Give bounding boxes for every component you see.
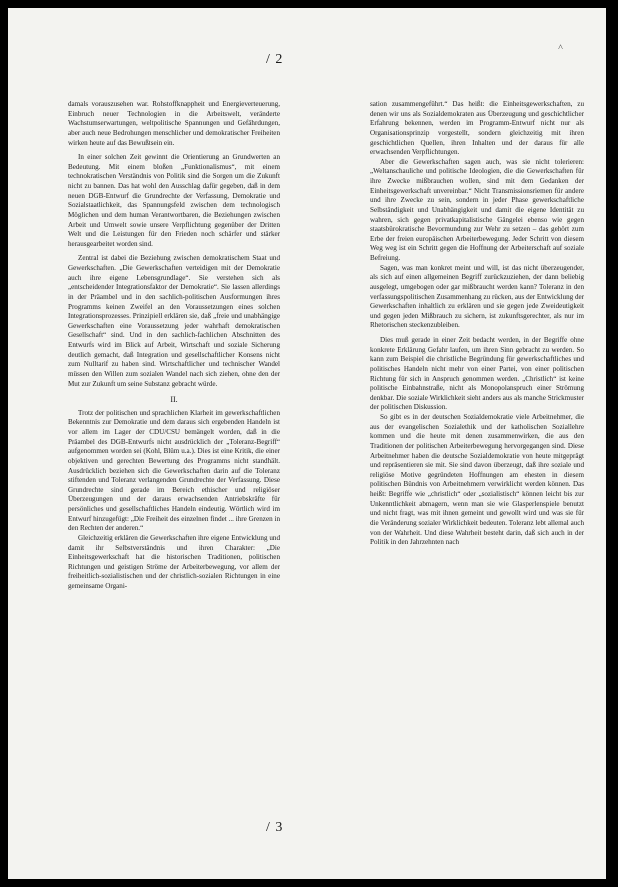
paragraph: So gibt es in der deutschen Sozialdemokratie viele Arbeitnehmer, die aus der evangelischen Sozialethik und der katholischen Soziallehre kommen und die heute mit denen zusammenwirken, die aus den Traditionen der politischen Arbeiterbewegung hervorgegangen sind. Diese Arbeitnehmer haben die deutsche Sozialdemokratie von heute mitgeprägt und repräsentieren sie mit. Sie sind davon überzeugt, daß ihre soziale und religiöse Motive gegründeten Hoffnungen am ehesten in diesem politischen Bündnis von Arbeitnehmern verwirklicht werden können. Das heißt: Begriffe wie „christlich“ oder „sozialistisch“ können leicht bis zur Unkenntlichkeit abmagern, wenn man sie wie Glasperlenspiele benutzt und nicht fragt, was mit ihnen gemeint und gewollt wird und was sie für die Veränderung sozialer Wirklichkeit bedeuten. Toleranz lebt allemal auch von der Wahrheit. Und diese Wahrheit besteht darin, daß sich auch in der Politik in den Jahrzehnten nach: [370, 413, 584, 547]
paragraph: Aber die Gewerkschaften sagen auch, was sie nicht tolerieren: „Weltanschauliche und politische Ideologien, die die Gewerkschaften für ihre Zwecke mißbrauchen wollen, sind mit dem Gedanken der Einheitsgewerkschaft unvereinbar.“ Nicht Transmissionsriemen für andere und ihre Zwecke zu sein, sondern in jeder Phase gewerkschaftliche Selbständigkeit und Unabhängigkeit und damit die eigene Identität zu wahren, sich gegen privatkapitalistische Gängelei ebenso wie gegen staatsbürokratische Bevormundung zur Wehr zu setzen – das gehört zum Erbe der freien europäischen Arbeiterbewegung. Jeder Schritt von diesem Weg weg ist ein Schritt gegen die Hoffnung der Arbeiterschaft auf soziale Befreiung.: [370, 157, 584, 262]
right-column: [370, 100, 584, 548]
page-number-top: / 2: [266, 52, 284, 67]
paragraph: sation zusammengeführt.“ Das heißt: die Einheitsgewerkschaften, zu denen wir uns als Sozialdemokraten aus Überzeugung und geschichtlicher Erfahrung bekennen, werden im Programm-Entwurf nicht nur als Organisationsprinzip vorgestellt, sondern gleichzeitig mit ihren geschichtlichen Quellen, ihren Inhalten und der daraus für alle erwachsenden Verpflichtungen.: [370, 100, 584, 157]
paragraph: Zentral ist dabei die Beziehung zwischen demokratischem Staat und Gewerkschaften. „Die Gewerkschaften verteidigen mit der Demokratie auch ihre eigene Lebensgrundlage“. Sie verstehen sich als „entscheidender Integrationsfaktor der Demokratie“. Sie lassen allerdings in der Präambel und in den sachlich-politischen Ausformungen ihres Programms keinen Zweifel an den Voraussetzungen eines solchen Integrationsprozesses. Prinzipiell erklären sie, daß „freie und unabhängige Gewerkschaften eine Voraussetzung jeder wahrhaft demokratischen Gesellschaft“ sind. Und in den sachlich-fachlichen Abschnitten des Entwurfs wird im Blick auf Arbeit, Wirtschaft und soziale Sicherung deutlich gemacht, daß Integration und gesellschaftlicher Konsens nicht zum Nulltarif zu haben sind. Wirtschaftlicher und technischer Wandel müssen den Willen zum sozialen Wandel nach sich ziehen, ohne den der Mut zur Zukunft um seine Substanz gebracht würde.: [68, 254, 280, 388]
paragraph: Sagen, was man konkret meint und will, ist das nicht überzeugender, als sich auf einen allgemeinen Begriff zurückzuziehen, der dann beliebig ausgelegt, umgebogen oder gar mißbraucht werden kann? Toleranz in den verfassungspolitischen Zusammenhang zu rücken, aus der Entwicklung der Gewerkschaften inhaltlich zu erklären und sie gegen jede Zweideutigkeit und gegen jeden Mißbrauch zu sichern, ist zukunftsgerechter, als nur im Rhetorischen steckenzubleiben.: [370, 263, 584, 330]
paragraph: Dies muß gerade in einer Zeit bedacht werden, in der Begriffe ohne konkrete Erklärung Gefahr laufen, um ihren Sinn gebracht zu werden. So kann zum Beispiel die christliche Begründung für gewerkschaftliches und politisches Handeln nicht mehr von einer Partei, von einer politischen Richtung für sich in Anspruch genommen werden. „Christlich“ ist keine politische Einbahnstraße, nicht als Monopolanspruch einer Strömung denkbar. Die soziale Wirklichkeit sieht anders aus als manche Strickmuster der politischen Diskussion.: [370, 336, 584, 412]
left-column: [68, 100, 280, 592]
section-heading: II.: [170, 395, 178, 405]
paragraph: Gleichzeitig erklären die Gewerkschaften ihre eigene Entwicklung und damit ihr Selbstverständnis und ihren Charakter: „Die Einheitsgewerkschaft hat die historischen Traditionen, politischen Richtungen und geistigen Ströme der Arbeiterbewegung, vor allem der freiheitlich-sozialistischen und der christlich-sozialen Richtungen in eine gemeinsame Organi-: [68, 533, 280, 590]
corner-mark: ˄: [558, 42, 564, 52]
paragraph: damals vorauszusehen war. Rohstoffknappheit und Energieverteuerung, Einbruch neuer Technologien in die Arbeitswelt, veränderte Wachstumserwartungen, weltpolitische Spannungen und Gefährdungen, aber auch neue Bedrohungen menschlicher und demokratischer Freiheiten wirken heute auf das Bewußtsein ein.: [68, 100, 280, 147]
paragraph: Trotz der politischen und sprachlichen Klarheit im gewerkschaftlichen Bekenntnis zur Demokratie und dem daraus sich ergebenden Handeln ist vor allem im Lager der CDU/CSU bemängelt worden, daß in die Präambel des DGB-Entwurfs nicht ausdrücklich der „Toleranz-Begriff“ aufgenommen worden sei (Kohl, Blüm u.a.). Dies ist eine Kritik, die einer objektiven und gerechten Bewertung des Programms nicht standhält. Ausdrücklich beziehen sich die Gewerkschaften darin auf die Toleranz stiftenden und Toleranz verlangenden Grundrechte der Verfassung. Diese Grundrechte sind gerade im Bereich ethischer und religiöser Überzeugungen und der daraus erwachsenden Antriebskräfte für persönliches und gesellschaftliches Handeln eindeutig. Wörtlich wird im Entwurf hinzugefügt: „Die Freiheit des einzelnen findet ... ihre Grenzen in den Rechten der anderen.“: [68, 408, 280, 533]
paragraph: In einer solchen Zeit gewinnt die Orientierung an Grundwerten an Bedeutung. Mit einem bloßen „Funktionalismus“, mit einem technokratischen Verständnis von Politik sind die Sorgen um die Zukunft nicht zu bannen. Das hat wohl den Ausschlag dafür gegeben, daß in dem neuen DGB-Entwurf die Grundrechte der Verfassung, Demokratie und Sozialstaatlichkeit, das Spannungsfeld zwischen dem technologisch Möglichen und dem human Verantwortbaren, die Beziehungen zwischen Arbeit und Umwelt sowie unsere Verpflichtung gegenüber der Dritten Welt und die Leistungen für den Frieden noch schärfer und stärker herausgearbeitet worden sind.: [68, 153, 280, 248]
page-number-bottom: / 3: [266, 820, 284, 835]
scanned-page: [8, 8, 606, 879]
